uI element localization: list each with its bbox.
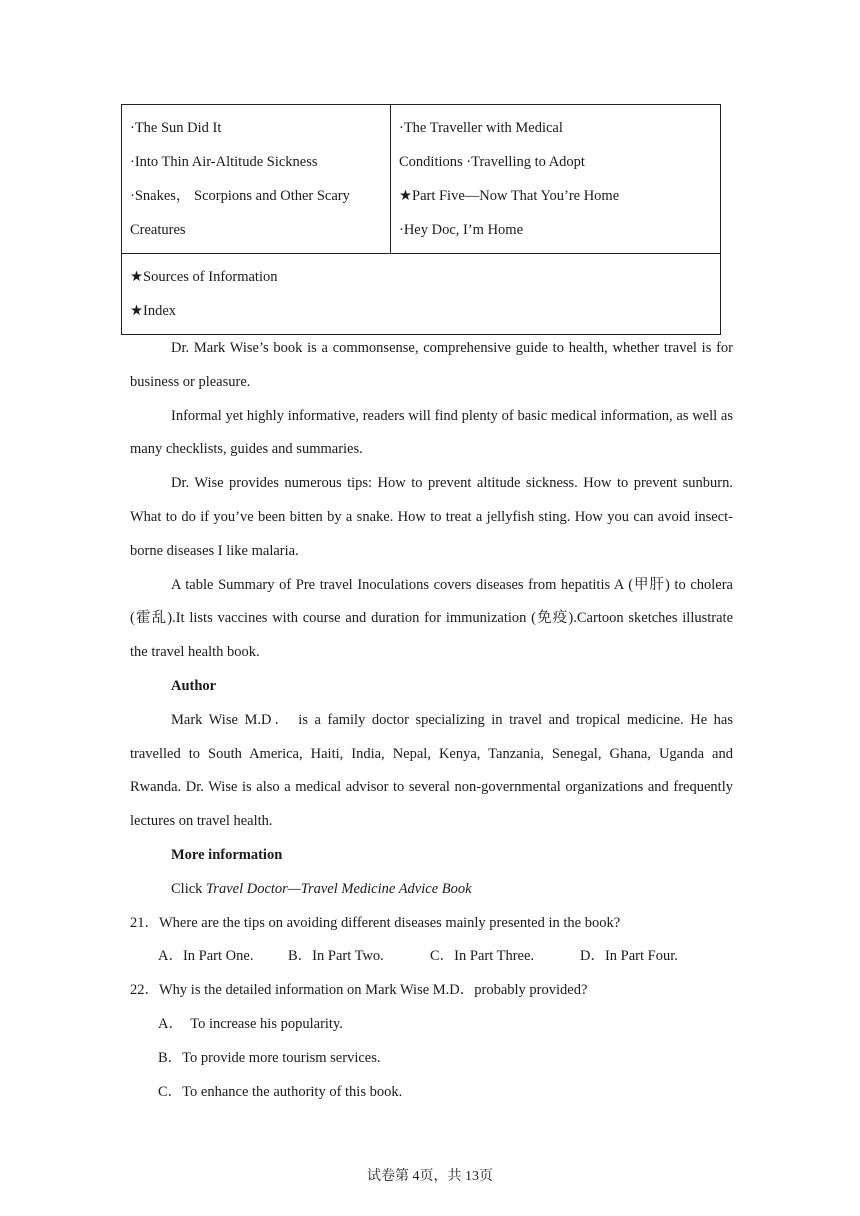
toc-entry: ·Into Thin Air-Altitude Sickness — [130, 154, 318, 170]
question-options — [130, 940, 733, 974]
page-footer: 试卷第 4页，共 13页 — [367, 1169, 493, 1184]
toc-left-cell — [122, 105, 391, 254]
toc-bottom-cell — [122, 254, 721, 335]
toc-entry: Conditions ·Travelling to Adopt — [399, 154, 585, 170]
more-info-heading: More information — [171, 846, 283, 863]
book-link[interactable]: Travel Doctor—Travel Medicine Advice Book — [206, 880, 472, 897]
option-b: B．In Part Two. — [288, 948, 384, 965]
toc-entry: Creatures — [130, 222, 186, 238]
paragraph: Dr. Wise provides numerous tips: How to prevent altitude sickness. How to prevent sunburn. What to do if you’ve been bitten by a snake. How to treat a jellyfish sting. How you can avoid insect-borne diseases I like malaria. — [130, 475, 733, 559]
choice-b: B．To provide more tourism services. — [158, 1049, 381, 1066]
article-body — [130, 332, 733, 1109]
author-paragraph: Mark Wise M.D． is a family doctor specializing in travel and tropical medicine. He has travelled to South America, Haiti, India, Nepal, Kenya, Tanzania, Senegal, Ghana, Uganda and Rwanda. Dr. Wise is also a medical advisor to several non-governmental organizations and frequently lectures on travel health. — [130, 711, 733, 830]
paragraph: Informal yet highly informative, readers will find plenty of basic medical information, as well as many checklists, guides and summaries. — [130, 407, 733, 458]
toc-entry: ·Hey Doc, I’m Home — [399, 222, 524, 238]
toc-entry: ·The Sun Did It — [130, 120, 222, 136]
toc-right-cell — [391, 105, 721, 254]
table-of-contents — [121, 104, 721, 335]
question-stem: 21．Where are the tips on avoiding different diseases mainly presented in the book? — [130, 914, 621, 931]
question-stem: 22．Why is the detailed information on Mark Wise M.D．probably provided? — [130, 982, 588, 999]
click-prefix: Click — [171, 880, 207, 897]
option-c: C．In Part Three. — [430, 948, 535, 965]
option-a: A．In Part One. — [158, 948, 254, 965]
toc-entry: ★Sources of Information — [130, 269, 278, 285]
click-line — [130, 873, 733, 907]
option-d: D．In Part Four. — [580, 948, 678, 965]
toc-entry: ·The Traveller with Medical — [399, 120, 563, 136]
toc-entry: ★Part Five—Now That You’re Home — [399, 188, 620, 204]
toc-entry: ★Index — [130, 303, 177, 319]
paragraph: Dr. Mark Wise’s book is a commonsense, comprehensive guide to health, whether travel is for business or pleasure. — [130, 340, 733, 390]
author-heading: Author — [171, 677, 217, 694]
choice-c: C．To enhance the authority of this book. — [158, 1083, 403, 1100]
choice-a: A． To increase his popularity. — [158, 1015, 343, 1032]
toc-entry: ·Snakes， Scorpions and Other Scary — [130, 188, 350, 204]
paragraph: A table Summary of Pre travel Inoculations covers diseases from hepatitis A (甲肝) to cholera (霍乱).It lists vaccines with course and duration for immunization (免疫).Cartoon sketches illustrate the travel health book. — [130, 576, 733, 661]
